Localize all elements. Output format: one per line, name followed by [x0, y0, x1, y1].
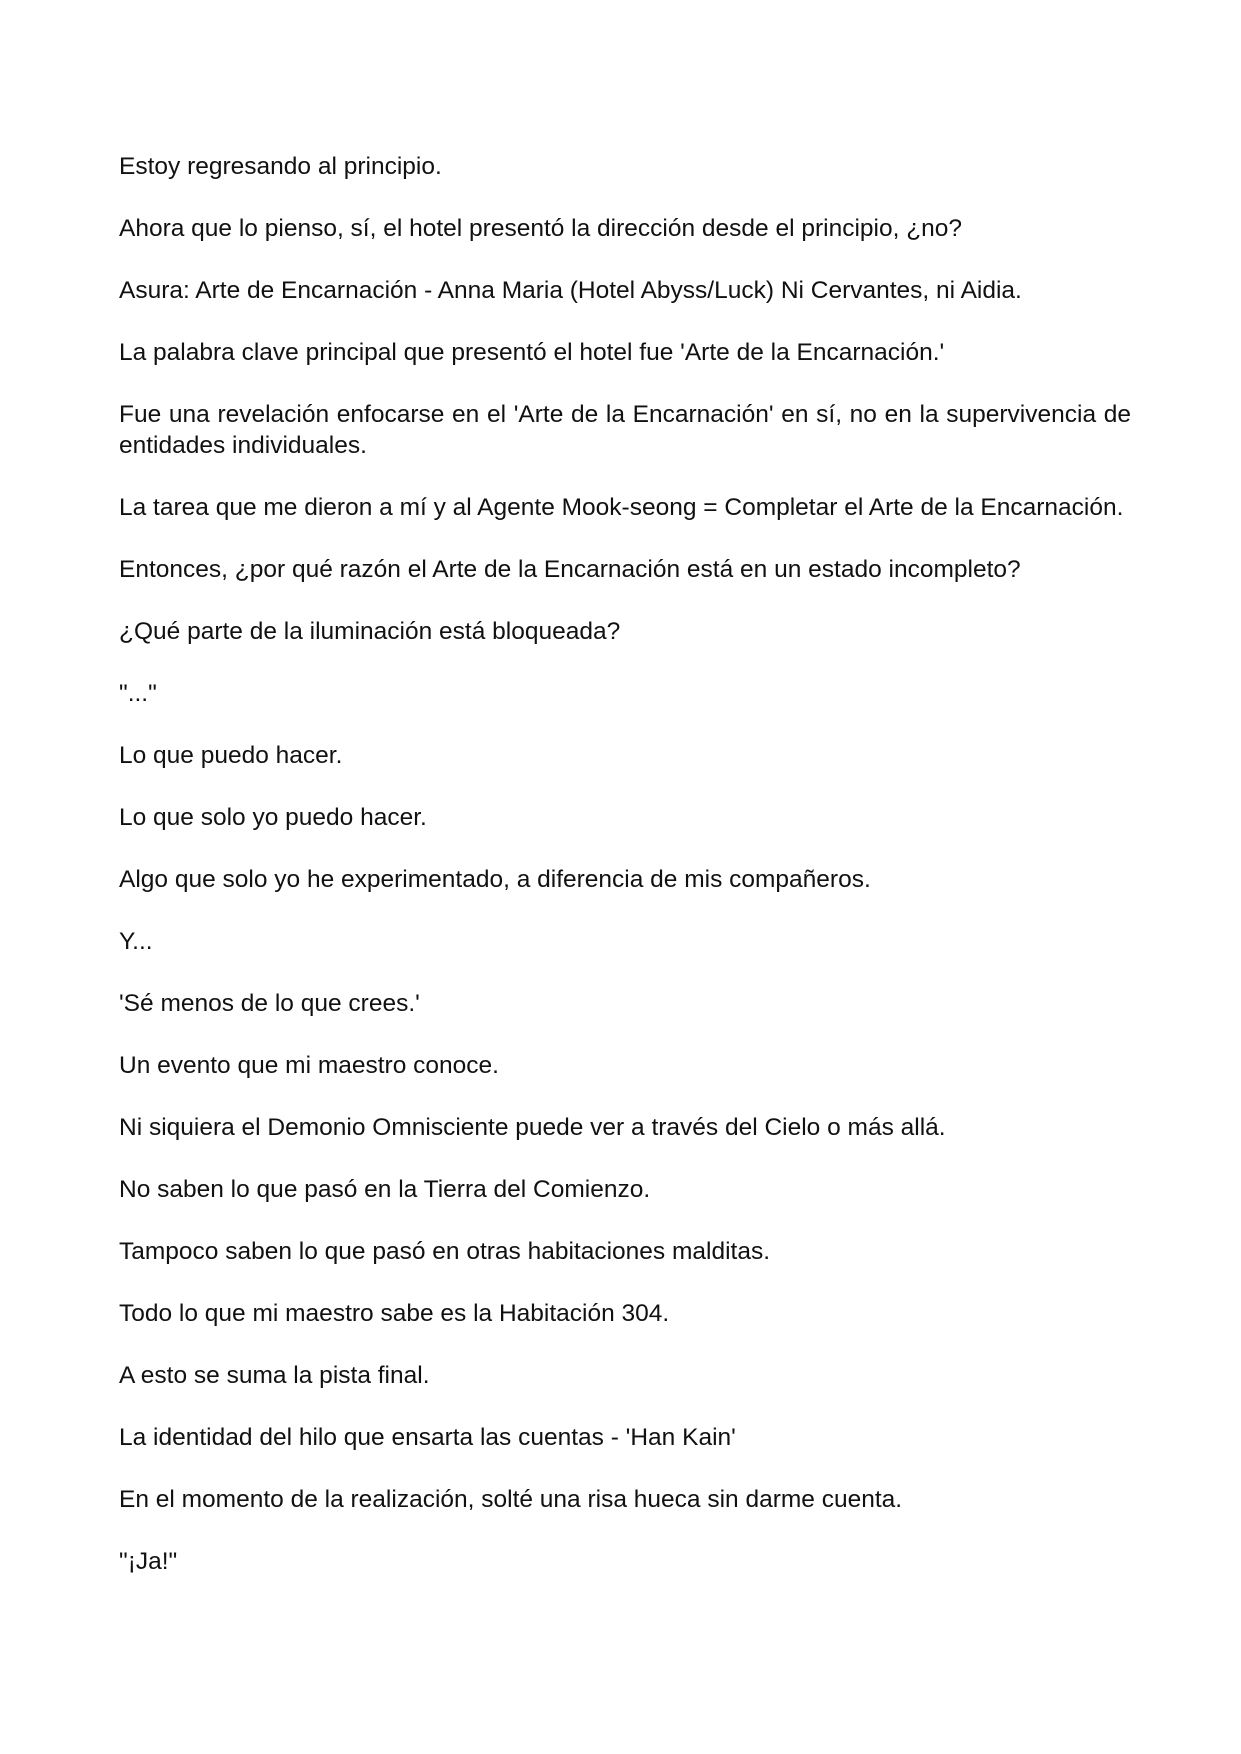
- paragraph-2: Ahora que lo pienso, sí, el hotel presentó la dirección desde el principio, ¿no?: [119, 215, 963, 242]
- paragraph-23: "¡Ja!": [119, 1548, 178, 1575]
- paragraph-11: Lo que solo yo puedo hacer.: [119, 804, 427, 831]
- paragraph-22: En el momento de la realización, solté una risa hueca sin darme cuenta.: [119, 1486, 903, 1513]
- document-body: [119, 151, 1131, 1608]
- paragraph-19: Todo lo que mi maestro sabe es la Habitación 304.: [119, 1300, 670, 1327]
- paragraph-1: Estoy regresando al principio.: [119, 153, 442, 180]
- paragraph-9: "...": [119, 680, 157, 707]
- paragraph-16: Ni siquiera el Demonio Omnisciente puede ver a través del Cielo o más allá.: [119, 1114, 946, 1141]
- paragraph-21: La identidad del hilo que ensarta las cuentas - 'Han Kain': [119, 1424, 736, 1451]
- paragraph-12: Algo que solo yo he experimentado, a diferencia de mis compañeros.: [119, 866, 871, 893]
- paragraph-14: 'Sé menos de lo que crees.': [119, 990, 420, 1017]
- paragraph-7: Entonces, ¿por qué razón el Arte de la Encarnación está en un estado incompleto?: [119, 556, 1021, 583]
- paragraph-17: No saben lo que pasó en la Tierra del Comienzo.: [119, 1176, 651, 1203]
- paragraph-18: Tampoco saben lo que pasó en otras habitaciones malditas.: [119, 1238, 771, 1265]
- paragraph-20: A esto se suma la pista final.: [119, 1362, 430, 1389]
- paragraph-10: Lo que puedo hacer.: [119, 742, 343, 769]
- paragraph-6: La tarea que me dieron a mí y al Agente Mook-seong = Completar el Arte de la Encarnación.: [119, 494, 1124, 521]
- paragraph-13: Y...: [119, 928, 153, 955]
- paragraph-4: La palabra clave principal que presentó el hotel fue 'Arte de la Encarnación.': [119, 339, 945, 366]
- paragraph-8: ¿Qué parte de la iluminación está bloqueada?: [119, 618, 621, 645]
- paragraph-5: Fue una revelación enfocarse en el 'Arte de la Encarnación' en sí, no en la supervivencia de entidades individuales.: [119, 401, 1131, 459]
- paragraph-15: Un evento que mi maestro conoce.: [119, 1052, 499, 1079]
- paragraph-3: Asura: Arte de Encarnación - Anna Maria (Hotel Abyss/Luck) Ni Cervantes, ni Aidia.: [119, 277, 1022, 304]
